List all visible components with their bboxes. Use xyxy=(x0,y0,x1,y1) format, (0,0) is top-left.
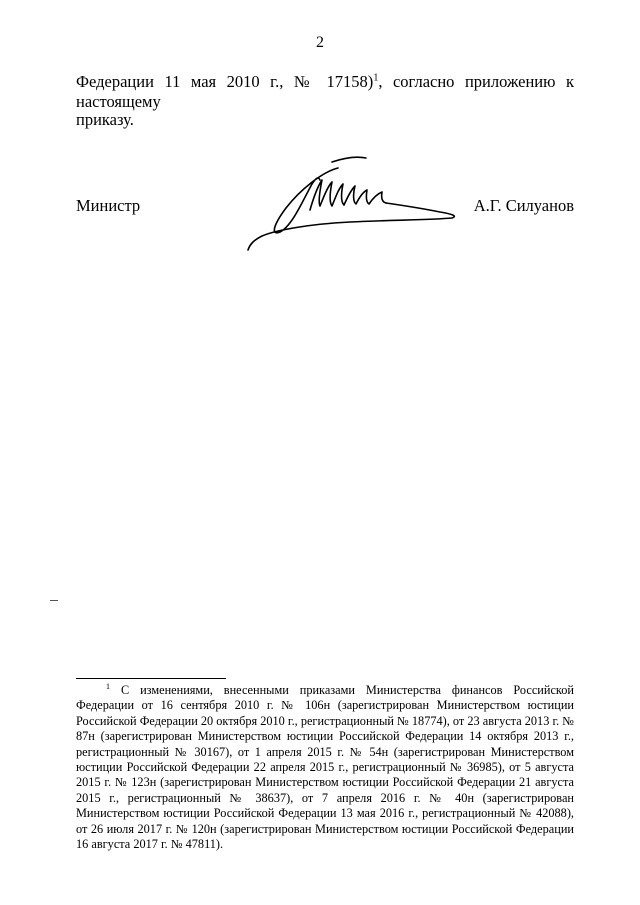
minister-name: А.Г. Силуанов xyxy=(473,196,574,215)
body-text-line-2: приказу. xyxy=(76,110,134,129)
footnote-text: С изменениями, внесенными приказами Министерства финансов Российской Федерации от 16 сентября 2010 г. № 106н (зарегистрирован Министерством юстиции Российской Федерации 20 октября 2010 г., регистрационный № 18774), от 23 августа 2013 г. № 87н (зарегистрирован Министерством юстиции Российской Федерации 14 октября 2013 г., регистрационный № 30167), от 1 апреля 2015 г. № 54н (зарегистрирован Министерством юстиции Российской Федерации 22 апреля 2015 г., регистрационный № 36985), от 5 августа 2015 г. № 123н (зарегистрирован Министерством юстиции Российской Федерации 21 августа 2015 г., регистрационный № 38637), от 7 апреля 2016 г. № 40н (зарегистрирован Министерством юстиции Российской Федерации 13 мая 2016 г., регистрационный № 42088), от 26 июля 2017 г. № 120н (зарегистрирован Министерством юстиции Российской Федерации 16 августа 2017 г. № 47811). xyxy=(76,683,574,852)
footnote-marker: 1 xyxy=(106,681,110,691)
minister-title: Министр xyxy=(76,196,141,215)
body-text-line-1-start: Федерации 11 мая 2010 г., № 17158) xyxy=(76,72,374,91)
body-text-line-1 xyxy=(76,72,574,112)
footnote-separator xyxy=(76,678,226,679)
scan-artifact xyxy=(50,600,58,601)
handwritten-signature xyxy=(240,150,470,255)
body-text-line-1-end: , согласно приложению к настоящему xyxy=(76,72,574,111)
footnote xyxy=(76,683,574,852)
page-number: 2 xyxy=(316,34,324,51)
footnote-reference[interactable]: 1 xyxy=(373,72,379,84)
